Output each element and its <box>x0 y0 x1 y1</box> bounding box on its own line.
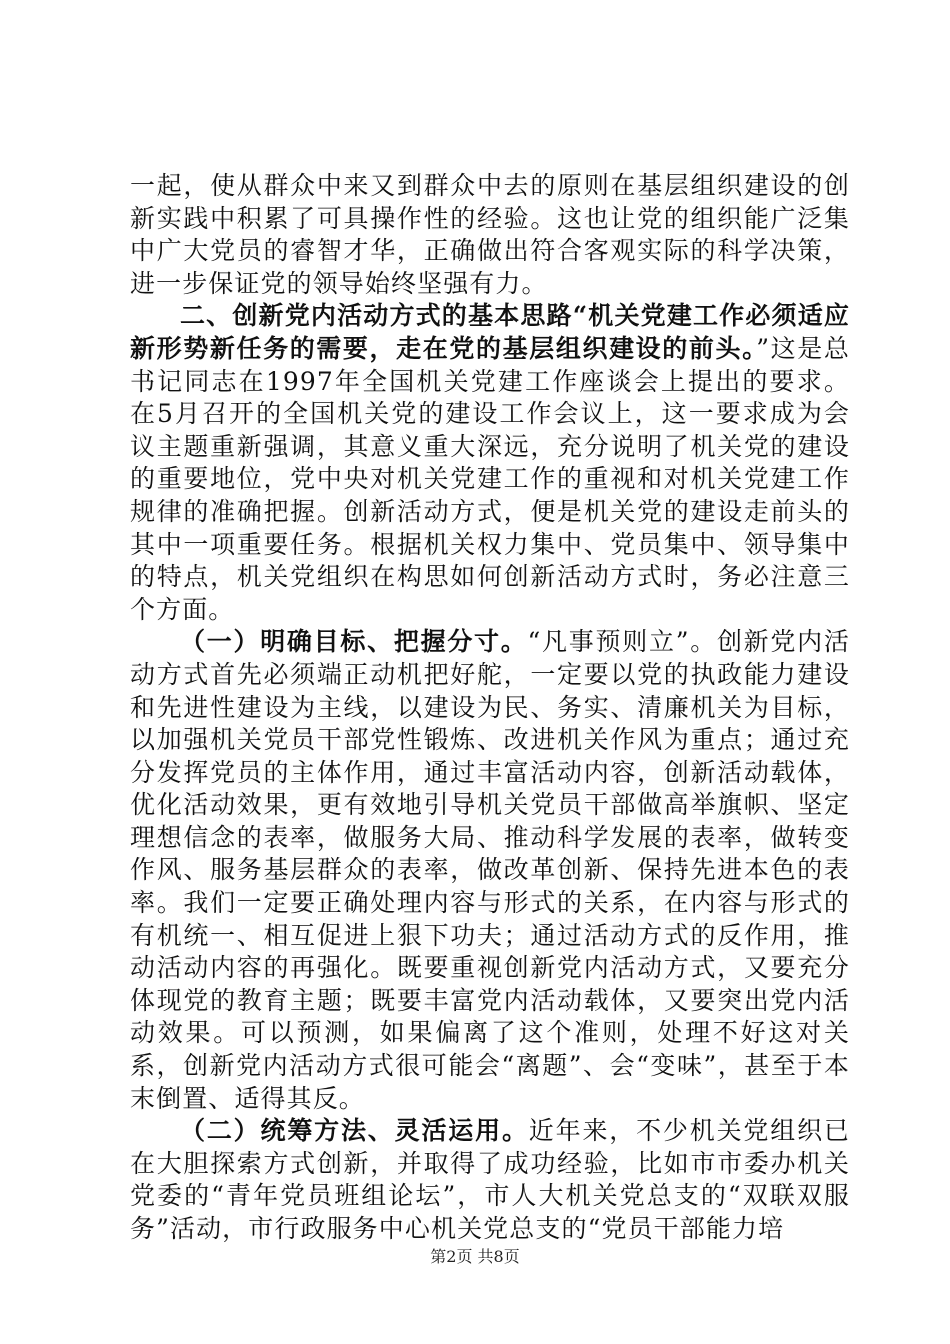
paragraph-4 <box>130 1115 850 1245</box>
paragraph-4-text: 近年来，不少机关党组织已在大胆探索方式创新，并取得了成功经验，比如市市委办机关党委的“青年党员班组论坛”，市人大机关党总支的“双联双服务”活动，市行政服务中心机关党总支的“党员干部能力培 <box>130 1116 850 1243</box>
section-heading-2: 二、创新党内活动方式的基本思路“机关党建工作必须适应新形势新任务的需要，走在党的基层组织建设的前头。 <box>130 301 850 363</box>
paragraph-3-text: “凡事预则立”。创新党内活动方式首先必须端正动机把好舵，一定要以党的执政能力建设和先进性建设为主线，以建设为民、务实、清廉机关为目标，以加强机关党员干部党性锻炼、改进机关作风为重点；通过充分发挥党员的主体作用，通过丰富活动内容，创新活动载体，优化活动效果，更有效地引导机关党员干部做高举旗帜、坚定理想信念的表率，做服务大局、推动科学发展的表率，做转变作风、服务基层群众的表率，做改革创新、保持先进本色的表率。我们一定要正确处理内容与形式的关系，在内容与形式的有机统一、相互促进上狠下功夫；通过活动方式的反作用，推动活动内容的再强化。既要重视创新党内活动方式，又要充分体现党的教育主题；既要丰富党内活动载体，又要突出党内活动效果。可以预测，如果偏离了这个准则，处理不好这对关系，创新党内活动方式很可能会“离题”、会“变味”，甚至于本末倒置、适得其反。 <box>130 627 850 1113</box>
subheading-1: （一）明确目标、把握分寸。 <box>180 627 528 657</box>
paragraph-3 <box>130 626 850 1115</box>
paragraph-1-text: 一起，使从群众中来又到群众中去的原则在基层组织建设的创新实践中积累了可具操作性的经验。这也让党的组织能广泛集中广大党员的睿智才华，正确做出符合客观实际的科学决策，进一步保证党的领导始终坚强有力。 <box>130 171 850 298</box>
page-footer: 第2页 共8页 <box>430 1247 520 1266</box>
paragraph-2-text: ”这是总书记同志在1997年全国机关党建工作座谈会上提出的要求。在5月召开的全国机关党的建设工作会议上，这一要求成为会议主题重新强调，其意义重大深远，充分说明了机关党的建设的重要地位，党中央对机关党建工作的重视和对机关党建工作规律的准确把握。创新活动方式，便是机关党的建设走前头的其中一项重要任务。根据机关权力集中、党员集中、领导集中的特点，机关党组织在构思如何创新活动方式时，务必注意三个方面。 <box>130 333 850 624</box>
subheading-2: （二）统筹方法、灵活运用。 <box>180 1116 529 1146</box>
paragraph-2 <box>130 300 850 626</box>
paragraph-1 <box>130 170 850 300</box>
document-body <box>130 170 850 1246</box>
